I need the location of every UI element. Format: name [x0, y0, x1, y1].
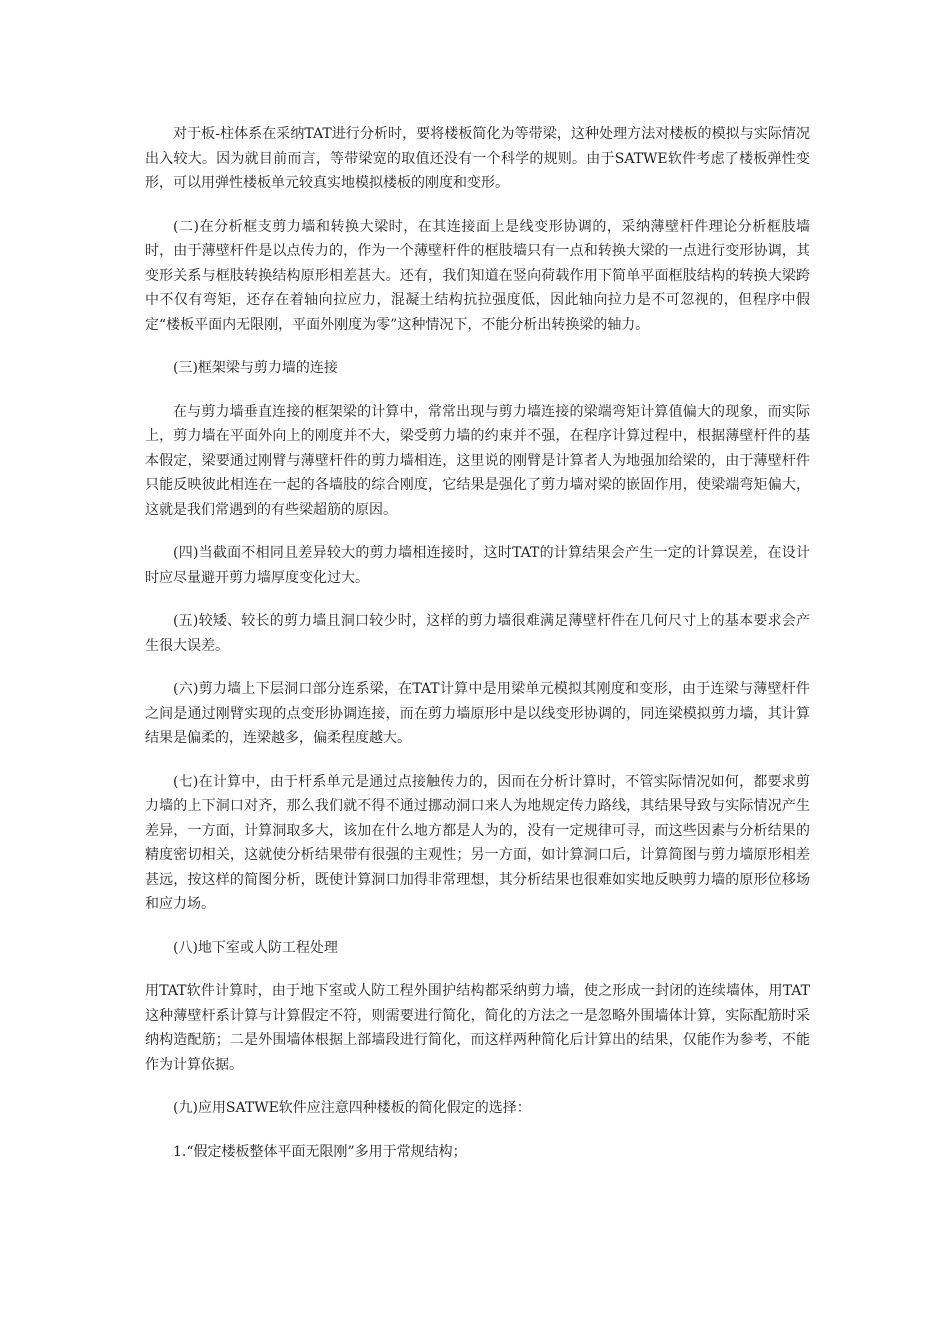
- heading-item-8: (八)地下室或人防工程处理: [173, 939, 338, 956]
- paragraph-item-6: (六)剪力墙上下层洞口部分连系梁，在TAT计算中是用梁单元模拟其刚度和变形，由于连梁与薄壁杆件之间是通过刚臂实现的点变形协调连接，而在剪力墙原形中是以线变形协调的，同连梁模拟剪力墙，其计算结果是偏柔的，连梁越多，偏柔程度越大。: [145, 681, 810, 746]
- list-item-1: 1.“假定楼板整体平面无限刚”多用于常规结构；: [173, 1143, 467, 1160]
- paragraph-slab-column: 对于板-柱体系在采纳TAT进行分析时，要将楼板简化为等带梁，这种处理方法对楼板的模拟与实际情况出入较大。因为就目前而言，等带梁宽的取值还没有一个科学的规则。由于SATWE软件考虑了楼板弹性变形，可以用弹性楼板单元较真实地模拟楼板的刚度和变形。: [145, 126, 810, 191]
- paragraph-frame-beam: 在与剪力墙垂直连接的框架梁的计算中，常常出现与剪力墙连接的梁端弯矩计算值偏大的现象，而实际上，剪力墙在平面外向上的刚度并不大，梁受剪力墙的约束并不强，在程序计算过程中，根据薄壁杆件的基本假定，梁要通过刚臂与薄壁杆件的剪力墙相连，这里说的刚臂是计算者人为地强加给梁的，由于薄壁杆件只能反映彼此相连在一起的各墙肢的综合刚度，它结果是强化了剪力墙对梁的嵌固作用，使梁端弯矩偏大，这就是我们常遇到的有些梁超筋的原因。: [145, 403, 810, 518]
- paragraph-item-7: (七)在计算中，由于杆系单元是通过点接触传力的，因而在分析计算时，不管实际情况如何，都要求剪力墙的上下洞口对齐，那么我们就不得不通过挪动洞口来人为地规定传力路线，其结果导致与实际情况产生差异，一方面，计算洞取多大，该加在什么地方都是人为的，没有一定规律可寻，而这些因素与分析结果的精度密切相关，这就使分析结果带有很强的主观性；另一方面，如计算洞口后，计算简图与剪力墙原形相差甚远，按这样的简图分析，既使计算洞口加得非常理想，其分析结果也很难如实地反映剪力墙的原形位移场和应力场。: [145, 773, 810, 912]
- paragraph-item-2: (二)在分析框支剪力墙和转换大梁时，在其连接面上是线变形协调的，采纳薄壁杆件理论分析框肢墙时，由于薄壁杆件是以点传力的，作为一个薄壁杆件的框肢墙只有一点和转换大梁的一点进行变形协调，其变形关系与框肢转换结构原形相差甚大。还有，我们知道在竖向荷载作用下简单平面框肢结构的转换大梁跨中不仅有弯矩，还存在着轴向拉应力，混凝土结构抗拉强度低，因此轴向拉力是不可忽视的，但程序中假定“楼板平面内无限刚，平面外刚度为零”这种情况下，不能分析出转换梁的轴力。: [145, 218, 810, 333]
- document-page: [145, 122, 810, 1183]
- heading-item-9: (九)应用SATWE软件应注意四种楼板的简化假定的选择：: [173, 1100, 531, 1116]
- paragraph-item-5: (五)较矮、较长的剪力墙且洞口较少时，这样的剪力墙很难满足薄壁杆件在几何尺寸上的基本要求会产生很大误差。: [145, 613, 810, 654]
- paragraph-item-4: (四)当截面不相同且差异较大的剪力墙相连接时，这时TAT的计算结果会产生一定的计算误差，在设计时应尽量避开剪力墙厚度变化过大。: [145, 545, 810, 586]
- paragraph-basement: 用TAT软件计算时，由于地下室或人防工程外围护结构都采纳剪力墙，使之形成一封闭的连续墙体，用TAT这种薄壁杆系计算与计算假定不符，则需要进行简化，简化的方法之一是忽略外围墙体计算，实际配筋时采纳构造配筋；二是外围墙体根据上部墙段进行简化，而这样两种简化后计算出的结果，仅能作为参考，不能作为计算依据。: [145, 983, 810, 1073]
- heading-item-3: (三)框架梁与剪力墙的连接: [173, 360, 338, 376]
